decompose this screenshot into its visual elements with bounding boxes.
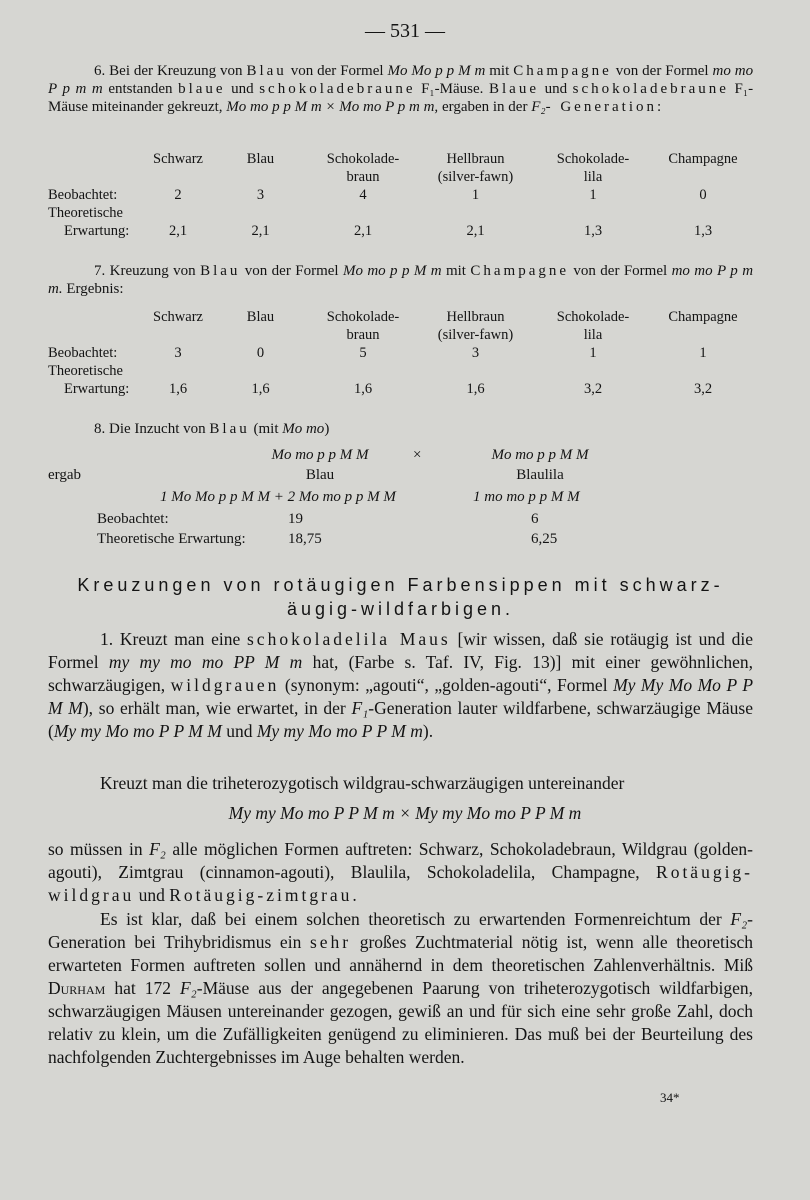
text: (synonym: „agouti“, „golden-agouti“, Formel <box>284 675 608 695</box>
cell: 1,6 <box>466 381 485 397</box>
text: und <box>138 885 165 905</box>
paragraph-1 <box>48 628 753 743</box>
formula: F₂ <box>730 909 748 929</box>
expected-label: Theoretische Erwartung: <box>97 531 246 547</box>
formula: Mo mo p p M m × Mo mo P p m m, <box>226 99 439 115</box>
formula: Mo mo p p M M <box>491 447 589 463</box>
text: Formel <box>623 263 668 279</box>
table-row <box>48 344 753 362</box>
row-label: Beobachtet: <box>48 187 118 203</box>
formula: mo mo P p m m. <box>48 263 754 297</box>
row-label: Theoretische <box>48 363 123 379</box>
cross-formula <box>0 802 810 825</box>
blau-term: Blau <box>200 263 241 279</box>
table-row <box>48 380 753 398</box>
col-header: Hellbraun (silver-fawn) <box>437 151 514 185</box>
table-row <box>48 186 753 204</box>
text: entstanden <box>108 81 173 97</box>
text: hat, (Farbe s. Taf. IV, Fig. 13)] mit einer gewöhnlichen, schwarzäugigen, <box>48 652 753 695</box>
table-row <box>48 222 753 240</box>
cell: 1,6 <box>251 381 270 397</box>
text: großes Zuchtmaterial nötig ist, wenn alle theoretisch erwarteten Formen auftreten sollen und annähernd in dem theoretischen Zahlenverhältnis. Miß <box>48 932 754 975</box>
expected-right: 6,25 <box>531 531 558 547</box>
left-name: Blau <box>305 467 335 483</box>
heading-line: Kreuzungen von rotäugigen Farbensippen mit schwarz- <box>77 575 724 595</box>
text: 8. Die Inzucht von <box>94 421 206 437</box>
col-header: Schwarz <box>153 151 203 167</box>
paragraph-4 <box>48 908 753 1069</box>
blau-term: Blau <box>209 421 250 437</box>
formula: Mo mo <box>282 421 325 437</box>
section-heading <box>48 573 753 621</box>
cell: 3,2 <box>693 381 713 397</box>
table-7 <box>48 308 753 398</box>
paragraph-2 <box>48 772 753 795</box>
col-header: Schwarz <box>153 309 203 325</box>
paragraph-3 <box>48 838 753 907</box>
cell: 2,1 <box>466 223 485 239</box>
text: so müssen in <box>48 839 143 859</box>
text: ) <box>324 421 330 437</box>
cell: 2,1 <box>353 223 373 239</box>
text: F₁-Mäuse. <box>421 81 484 97</box>
row-label: Erwartung: <box>64 223 130 239</box>
cell: 2,1 <box>168 223 188 239</box>
text: alle möglichen Formen auftreten: Schwarz, Schokoladebraun, Wildgrau (golden-agouti), Zimtgrau (cinnamon-agouti), Blaulila, Schokoladelila, Champagne, <box>48 839 753 882</box>
observed-left: 19 <box>288 511 303 527</box>
text: F₁-Mäuse miteinander gekreuzt, <box>48 81 754 115</box>
cell: 1 <box>589 187 597 203</box>
text: von der Formel <box>290 63 384 79</box>
spaced-term: Rotäugig-wildgrau <box>48 862 754 905</box>
spaced-term: wildgrauen <box>170 675 280 695</box>
cell: 1 <box>471 187 480 203</box>
formula: Mo Mo p p M m <box>387 63 486 79</box>
text: von der <box>573 263 620 279</box>
cell: 1,6 <box>353 381 373 397</box>
text: ). <box>422 721 434 741</box>
cell: 3 <box>256 187 265 203</box>
heading-line: äugig-wildfarbigen. <box>286 599 515 619</box>
formula: F₂ <box>179 978 197 998</box>
text: -Mäuse aus der angegebenen Paarung von triheterozygotisch wildfarbigen, schwarzäugigen Mäusen untereinander gezogen, gewiß an und für sich eine sehr große Zahl, doch relativ zu klein, um die Zufälligkeiten genügend zu eliminieren. Das muß bei der Beurteilung des nachfolgenden Zuchtergebnisses im Auge behalten werden. <box>48 978 754 1067</box>
cell: 1 <box>589 345 597 361</box>
formula: My my Mo mo P P M m × My my Mo mo P P M m <box>228 803 582 823</box>
col-header: Blau <box>246 151 275 167</box>
text: und <box>226 721 253 741</box>
text: Kreuzt man die triheterozygotisch wildgrau-schwarzäugigen untereinander <box>100 773 625 793</box>
cell: 3 <box>471 345 480 361</box>
text: Es ist klar, daß bei einem solchen theoretisch zu erwartenden Formenreichtum der <box>100 909 722 929</box>
cell: 1 <box>699 345 707 361</box>
page-number: — 531 — <box>365 20 445 42</box>
col-header: Schokolade- braun <box>326 309 400 343</box>
col-header: Champagne <box>668 309 738 325</box>
formula: My my Mo mo P P M M <box>53 721 222 741</box>
section-7-text <box>48 262 753 298</box>
cross-symbol: × <box>413 447 422 463</box>
formula: My My Mo Mo P P M M <box>48 675 754 718</box>
col-header: Schokolade- lila <box>556 151 630 185</box>
ergab-label: ergab <box>48 467 82 483</box>
table-header-row <box>48 308 753 344</box>
text: -Generation bei Trihybridismus ein <box>48 909 753 952</box>
cell: 1,6 <box>168 381 188 397</box>
spaced-term: sehr <box>309 932 352 952</box>
left-formula <box>250 446 390 464</box>
cell: 4 <box>359 187 367 203</box>
formula: mo mo P p m m <box>48 63 754 97</box>
observed-label: Beobachtet: <box>97 511 169 527</box>
cell: 3,2 <box>583 381 603 397</box>
col-header: Schokolade- braun <box>326 151 400 185</box>
schoko-term: schokoladebraune <box>259 81 416 97</box>
text: mit <box>445 263 466 279</box>
row-label: Beobachtet: <box>48 345 118 361</box>
text: von der Formel <box>615 63 709 79</box>
schoko-term: schokoladebraune <box>572 81 729 97</box>
row-label: Erwartung: <box>64 381 130 397</box>
col-header: Hellbraun (silver-fawn) <box>437 309 514 343</box>
text: mit <box>489 63 510 79</box>
text: (mit <box>253 421 279 437</box>
table-6 <box>48 150 753 240</box>
right-result <box>473 488 580 506</box>
text: und <box>231 81 254 97</box>
champagne-term: Champagne <box>513 63 612 79</box>
text: von der Formel <box>244 263 339 279</box>
row-label: Theoretische <box>48 205 123 221</box>
formula: 1 Mo Mo p p M M + 2 Mo mo p p M M <box>160 489 396 505</box>
table-row <box>48 204 753 222</box>
col-header: Schokolade- lila <box>556 309 630 343</box>
text: und <box>544 81 568 97</box>
right-formula <box>470 446 610 464</box>
cell: 1,3 <box>693 223 713 239</box>
formula: my my mo mo PP M m <box>108 652 303 672</box>
text: -Generation lauter wildfarbene, schwarzäugige Mäuse ( <box>48 698 754 741</box>
champagne-term: Champagne <box>470 263 570 279</box>
observed-right: 6 <box>531 511 539 527</box>
blaue-term: blaue <box>178 81 226 97</box>
formula: F₂ <box>149 839 166 859</box>
table-row <box>48 362 753 380</box>
formula: Mo mo p p M M <box>271 447 369 463</box>
text: ergaben in der <box>441 99 528 115</box>
spaced-term: Rotäugig-zimtgrau. <box>169 885 360 905</box>
formula: F₁ <box>351 698 369 718</box>
cell: 3 <box>174 345 182 361</box>
cell: 2 <box>174 187 182 203</box>
author-name: Durham <box>48 978 106 998</box>
text: hat 172 <box>114 978 171 998</box>
formula: Mo mo p p M m <box>342 263 442 279</box>
text: [wir wissen, daß sie rotäugig ist und die Formel <box>48 629 754 672</box>
cell: 0 <box>256 345 265 361</box>
text: 6. Bei der Kreuzung von <box>94 63 243 79</box>
col-header: Champagne <box>668 151 738 167</box>
blaue-term: Blaue <box>488 81 539 97</box>
cell: 5 <box>359 345 367 361</box>
cell: 0 <box>699 187 707 203</box>
section-6-text <box>48 62 753 116</box>
text: Ergebnis: <box>66 281 124 297</box>
text: 1. Kreuzt man eine <box>100 629 241 649</box>
left-result <box>160 488 396 506</box>
cell: 2,1 <box>251 223 270 239</box>
right-name: Blaulila <box>516 467 564 483</box>
text: ), so erhält man, wie erwartet, in der <box>82 698 346 718</box>
formula: My my Mo mo P P M m <box>256 721 423 741</box>
generation-term: - Generation: <box>545 99 665 115</box>
signature-mark: 34* <box>660 1090 680 1105</box>
formula: F₂ <box>531 99 546 115</box>
blau-term: Blau <box>246 63 287 79</box>
col-header: Blau <box>246 309 275 325</box>
expected-left: 18,75 <box>288 531 322 547</box>
formula: 1 mo mo p p M M <box>473 489 580 505</box>
section-8-lead <box>94 420 329 438</box>
spaced-term: schokoladelila Maus <box>247 629 451 649</box>
cell: 1,3 <box>583 223 603 239</box>
table-header-row <box>48 150 753 186</box>
text: 7. Kreuzung von <box>94 263 196 279</box>
